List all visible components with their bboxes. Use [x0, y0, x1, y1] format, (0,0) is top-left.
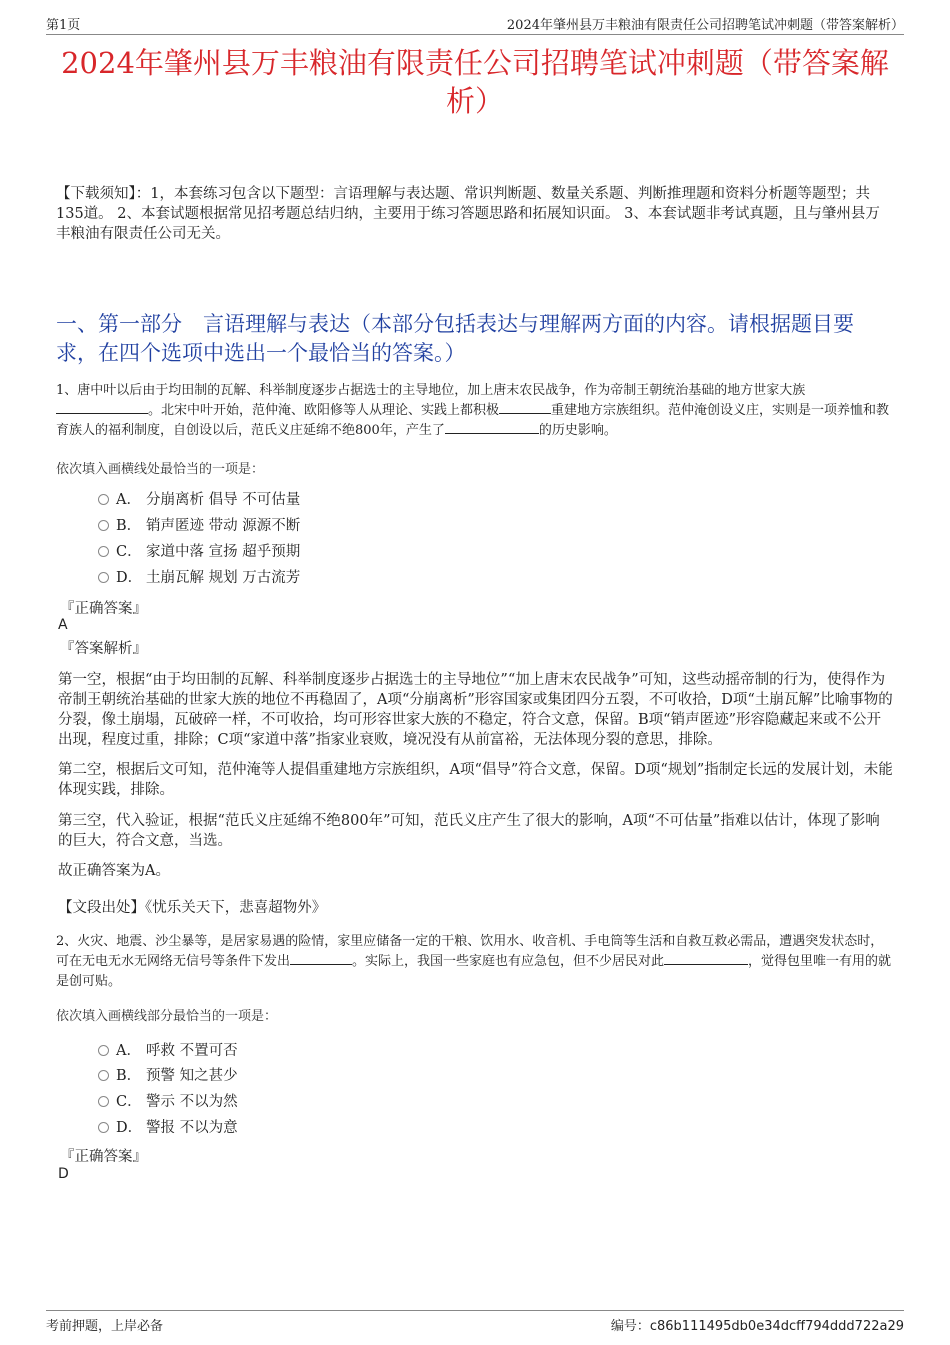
question-1-option-b[interactable]: B． 销声匿迹 带动 源源不断 [98, 515, 300, 537]
radio-icon[interactable] [98, 494, 109, 505]
fill-blank-2 [664, 952, 748, 965]
document-title: 2024年肇州县万丰粮油有限责任公司招聘笔试冲刺题（带答案解析） [61, 46, 889, 118]
question-2-instruction: 依次填入画横线部分最恰当的一项是： [56, 1009, 278, 1024]
question-1-option-d[interactable]: D． 土崩瓦解 规划 万古流芳 [98, 567, 300, 589]
page-header [46, 12, 904, 35]
fill-blank-1 [56, 401, 148, 414]
radio-icon[interactable] [98, 1096, 109, 1107]
question-1-analysis-label: 『答案解析』 [60, 641, 147, 657]
question-1-analysis-conclusion: 故正确答案为A。 [58, 863, 170, 879]
question-1-answer-label: 『正确答案』 [60, 601, 147, 617]
question-1-instruction: 依次填入画横线处最恰当的一项是： [56, 462, 265, 477]
question-1-analysis-paragraph: 第三空，代入验证，根据“范氏义庄延绵不绝800年”可知，范氏义庄产生了很大的影响，A项“不可估量”指难以估计，体现了影响的巨大，符合文意，当选。 [58, 813, 880, 849]
question-1-source: 【文段出处】《忧乐关天下，悲喜超物外》 [58, 900, 327, 916]
question-2-answer-label: 『正确答案』 [60, 1149, 147, 1165]
fill-blank-1 [290, 952, 352, 965]
radio-icon[interactable] [98, 520, 109, 531]
question-2-option-a[interactable]: A． 呼救 不置可否 [98, 1040, 238, 1062]
radio-icon[interactable] [98, 546, 109, 557]
download-notice: 【下载须知】：1，本套练习包含以下题型：言语理解与表达题、常识判断题、数量关系题、判断推理题和资料分析题等题型；共135道。 2、本套试题根据常见招考题总结归纳，主要用于练习答题思路和拓展知识面。 3、本套试题非考试真题，且与肇州县万丰粮油有限责任公司无关。 [56, 186, 880, 242]
footer-code: 编号：c86b111495db0e34dcff794ddd722a29 [610, 1319, 904, 1334]
question-2-answer: D [58, 1166, 69, 1182]
header-doc-title: 2024年肇州县万丰粮油有限责任公司招聘笔试冲刺题（带答案解析） [506, 18, 904, 33]
footer-slogan: 考前押题，上岸必备 [46, 1319, 164, 1334]
page-number: 第1页 [46, 18, 81, 33]
question-2-option-b[interactable]: B． 预警 知之甚少 [98, 1065, 238, 1087]
question-2-option-c[interactable]: C． 警示 不以为然 [98, 1091, 238, 1113]
question-1-stem: 1、唐中叶以后由于均田制的瓦解、科举制度逐步占据选士的主导地位，加上唐末农民战争，作为帝制王朝统治基础的地方世家大族。北宋中叶开始，范仲淹、欧阳修等人从理论、实践上都积极 重建地方宗族组织。范仲淹创设义庄，实则是一项养恤和教育族人的福利制度，自创设以后，范氏义庄延绵不绝800年，产生了 的历史影响。 [56, 383, 890, 438]
fill-blank-3 [445, 421, 539, 434]
radio-icon[interactable] [98, 572, 109, 583]
question-1-option-a[interactable]: A． 分崩离析 倡导 不可估量 [98, 489, 300, 511]
radio-icon[interactable] [98, 1045, 109, 1056]
question-2-option-d[interactable]: D． 警报 不以为意 [98, 1117, 238, 1139]
fill-blank-2 [499, 401, 551, 414]
section-heading: 一、第一部分 言语理解与表达（本部分包括表达与理解两方面的内容。请根据题目要求，在四个选项中选出一个最恰当的答案。） [56, 312, 854, 365]
question-1-answer: A [58, 617, 68, 633]
question-1-analysis-paragraph: 第二空，根据后文可知，范仲淹等人提倡重建地方宗族组织，A项“倡导”符合文意，保留。D项“规划”指制定长远的发展计划，未能体现实践，排除。 [58, 762, 893, 798]
question-2-stem: 2、火灾、地震、沙尘暴等，是居家易遇的险情，家里应储备一定的干粮、饮用水、收音机、手电筒等生活和自救互救必需品，遭遇突发状态时，可在无电无水无网络无信号等条件下发出 。实际上，我国一些家庭也有应急包，但不少居民对此 ，觉得包里唯一有用的就是创可贴。 [56, 934, 892, 989]
radio-icon[interactable] [98, 1070, 109, 1081]
page-footer [46, 1310, 904, 1339]
question-1-analysis-paragraph: 第一空，根据“由于均田制的瓦解、科举制度逐步占据选士的主导地位”“加上唐末农民战争”可知，这些动摇帝制的行为，使得作为帝制王朝统治基础的世家大族的地位不再稳固了，A项“分崩离析”形容国家或集团四分五裂，不可收拾，D项“土崩瓦解”比喻事物的分裂，像土崩塌，瓦破碎一样，不可收拾，均可形容世家大族的不稳定，符合文意，保留。B项“销声匿迹”形容隐藏起来或不公开出现，程度过重，排除；C项“家道中落”指家业衰败，境况没有从前富裕，无法体现分裂的意思，排除。 [58, 672, 893, 748]
radio-icon[interactable] [98, 1122, 109, 1133]
question-1-option-c[interactable]: C． 家道中落 宣扬 超乎预期 [98, 541, 300, 563]
